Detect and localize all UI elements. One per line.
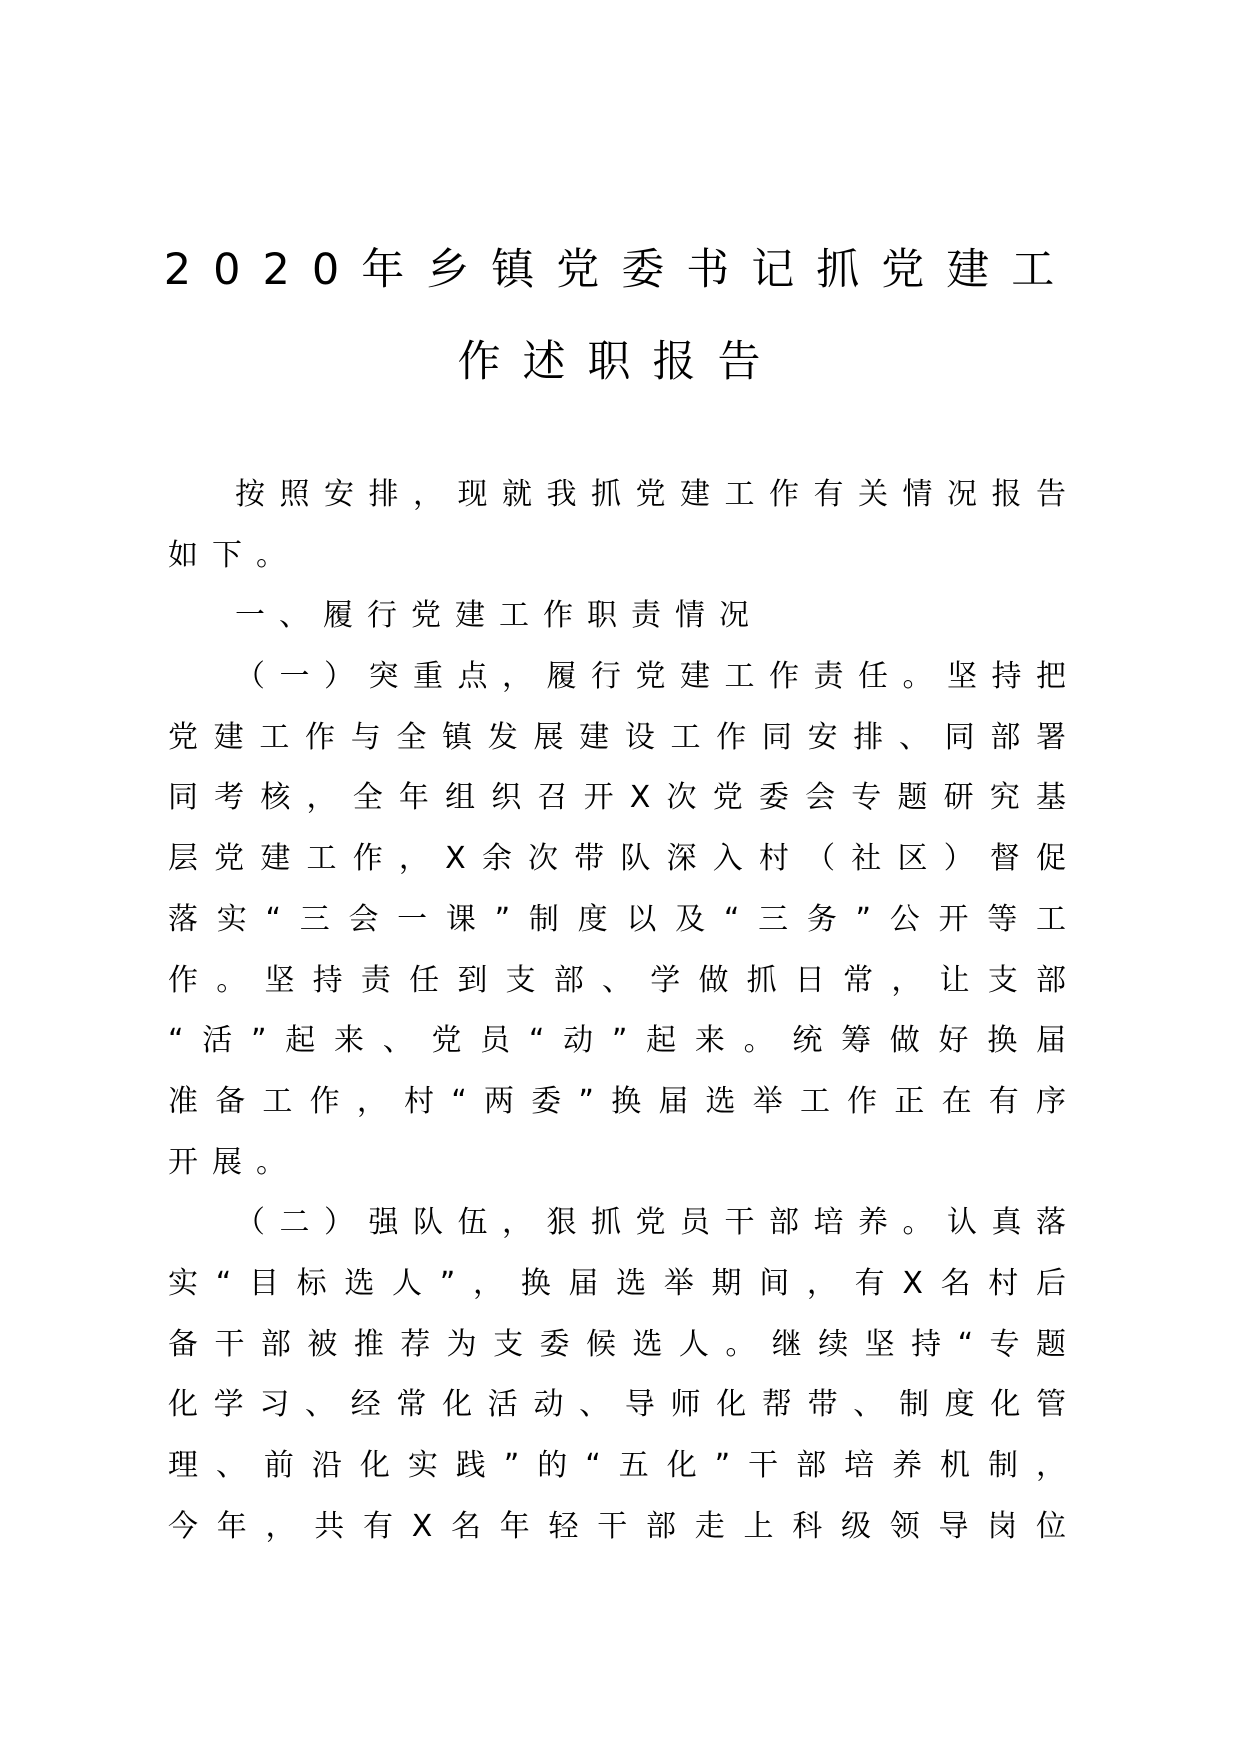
paragraph-line: 理、前沿化实践”的“五化”干部培养机制， <box>168 1448 1080 1483</box>
paragraph-line: 今年，共有X名年轻干部走上科级领导岗位 <box>168 1508 1080 1544</box>
document-body <box>168 465 1080 1557</box>
paragraph-line: （二）强队伍，狠抓党员干部培养。认真落 <box>235 1205 1080 1241</box>
paragraph-line: 同考核，全年组织召开X次党委会专题研究基 <box>168 780 1080 816</box>
paragraph-line: “活”起来、党员“动”起来。统筹做好换届 <box>168 1023 1080 1059</box>
paragraph-line: 开展。 <box>168 1144 300 1180</box>
paragraph-line: 作。坚持责任到支部、学做抓日常，让支部 <box>168 962 1080 998</box>
paragraph-line: 落实“三会一课”制度以及“三务”公开等工 <box>168 901 1080 937</box>
paragraph <box>168 647 1080 1193</box>
paragraph-line: 党建工作与全镇发展建设工作同安排、同部署 <box>168 719 1080 755</box>
document-title-line-1: 2020年乡镇党委书记抓党建工 <box>163 245 1077 295</box>
paragraph-line: 一、履行党建工作职责情况 <box>235 598 763 634</box>
paragraph <box>168 465 1080 586</box>
paragraph-line: 按照安排，现就我抓党建工作有关情况报告 <box>235 477 1080 512</box>
document-title-line-2: 作述职报告 <box>457 337 783 387</box>
paragraph <box>168 1193 1080 1557</box>
paragraph-line: 层党建工作，X余次带队深入村（社区）督促 <box>168 841 1080 877</box>
paragraph-line: 准备工作，村“两委”换届选举工作正在有序 <box>168 1083 1080 1119</box>
paragraph-line: （一）突重点，履行党建工作责任。坚持把 <box>235 659 1080 695</box>
paragraph-line: 备干部被推荐为支委候选人。继续坚持“专题 <box>168 1326 1080 1362</box>
paragraph-line: 如下。 <box>168 537 300 573</box>
paragraph-line: 化学习、经常化活动、导师化帮带、制度化管 <box>168 1387 1080 1423</box>
paragraph <box>168 586 1080 647</box>
paragraph-line: 实“目标选人”，换届选举期间，有X名村后 <box>168 1265 1080 1301</box>
